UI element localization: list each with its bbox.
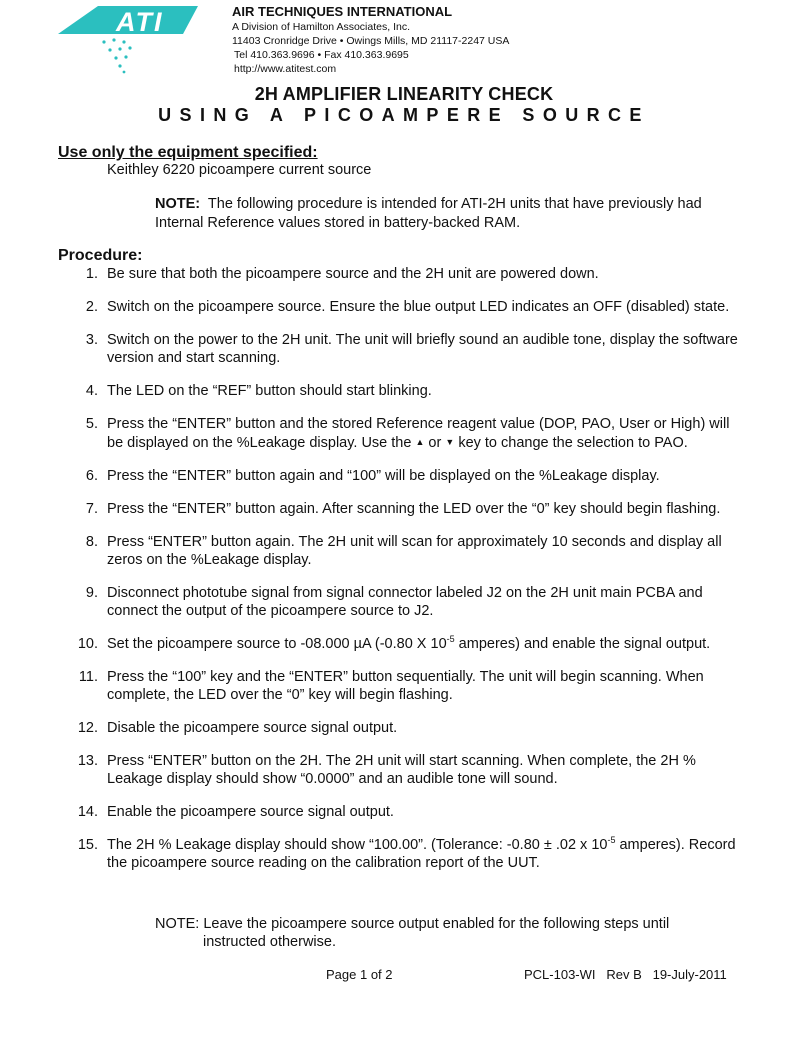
procedure-note <box>155 915 669 951</box>
step-9: 9. Disconnect phototube signal from signal connector labeled J2 on the 2H unit main PCBA and connect the output of the picoampere source to J2. <box>85 585 703 619</box>
step-8: 8. Press “ENTER” button again. The 2H unit will scan for approximately 10 seconds and display all zeros on the %Leakage display. <box>85 534 722 568</box>
up-arrow-icon: ▲ <box>415 437 425 447</box>
equipment-note <box>155 195 715 233</box>
note-label: NOTE: <box>155 196 201 212</box>
procedure-note-line1: Leave the picoampere source output enabled for the following steps until <box>203 916 670 932</box>
company-name: AIR TECHNIQUES INTERNATIONAL <box>232 4 453 19</box>
step-13: 13. Press “ENTER” button on the 2H. The 2H unit will start scanning. When complete, the 2H % Leakage display should show “0.0000” and an audible tone will sound. <box>77 753 696 787</box>
document-title: 2H AMPLIFIER LINEARITY CHECK <box>254 84 554 104</box>
step-6: 6. Press the “ENTER” button again and “100” will be displayed on the %Leakage display. <box>85 468 660 484</box>
down-arrow-icon: ▼ <box>445 437 455 447</box>
step-10: 10. Set the picoampere source to -08.000 µA (-0.80 X $10^{-5}$ amperes) and enable the signal output. <box>77 634 711 652</box>
step-12: 12. Disable the picoampere source signal output. <box>77 720 398 736</box>
step-5: 5. Press the “ENTER” button and the stored Reference reagent value (DOP, PAO, User or High) will be displayed on the %Leakage display. Use the ▲ or ▼ key to change the selection to PAO. <box>85 416 730 451</box>
procedure-heading: Procedure: <box>58 247 143 264</box>
company-info <box>232 4 509 76</box>
step-14: 14. Enable the picoampere source signal output. <box>77 804 394 820</box>
procedure-steps <box>0 264 808 872</box>
svg-text:ATI: ATI <box>116 7 164 37</box>
equipment-item: Keithley 6220 picoampere current source <box>107 162 372 178</box>
step-7: 7. Press the “ENTER” button again. After scanning the LED over the “0” key should begin flashing. <box>85 501 721 517</box>
note-text: The following procedure is intended for ATI-2H units that have previously had Internal Reference values stored in battery-backed RAM. <box>155 196 702 231</box>
ati-logo <box>58 4 198 76</box>
step-1: 1. Be sure that both the picoampere source and the 2H unit are powered down. <box>85 266 599 282</box>
step-4: 4. The LED on the “REF” button should start blinking. <box>85 383 432 399</box>
step-15: 15. The 2H % Leakage display should show “100.00”. (Tolerance: -0.80 ± .02 x $10^{-5}$ amperes). Record the picoampere source reading on the calibration report of the UUT. <box>77 835 736 871</box>
company-website: http://www.atitest.com <box>234 63 337 75</box>
document-id: PCL-103-WI Rev B 19-July-2011 <box>524 967 727 982</box>
document-subtitle: USING A PICOAMPERE SOURCE <box>158 105 650 125</box>
page-number: Page 1 of 2 <box>326 967 393 982</box>
company-division: A Division of Hamilton Associates, Inc. <box>232 21 410 33</box>
ati-logo-graphic <box>58 4 198 76</box>
step-2: 2. Switch on the picoampere source. Ensure the blue output LED indicates an OFF (disabled) state. <box>85 299 730 315</box>
equipment-heading: Use only the equipment specified: <box>58 144 318 161</box>
procedure-note-label: NOTE: <box>155 916 200 932</box>
step-3: 3. Switch on the power to the 2H unit. The unit will briefly sound an audible tone, display the software version and start scanning. <box>85 332 738 366</box>
company-address: 11403 Cronridge Drive • Owings Mills, MD 21117-2247 USA <box>232 35 510 47</box>
step-11: 11. Press the “100” key and the “ENTER” button sequentially. The unit will begin scanning. When complete, the LED over the “0” key will begin flashing. <box>78 669 704 703</box>
company-phone: Tel 410.363.9696 • Fax 410.363.9695 <box>234 49 409 61</box>
procedure-note-line2: instructed otherwise. <box>203 934 336 950</box>
